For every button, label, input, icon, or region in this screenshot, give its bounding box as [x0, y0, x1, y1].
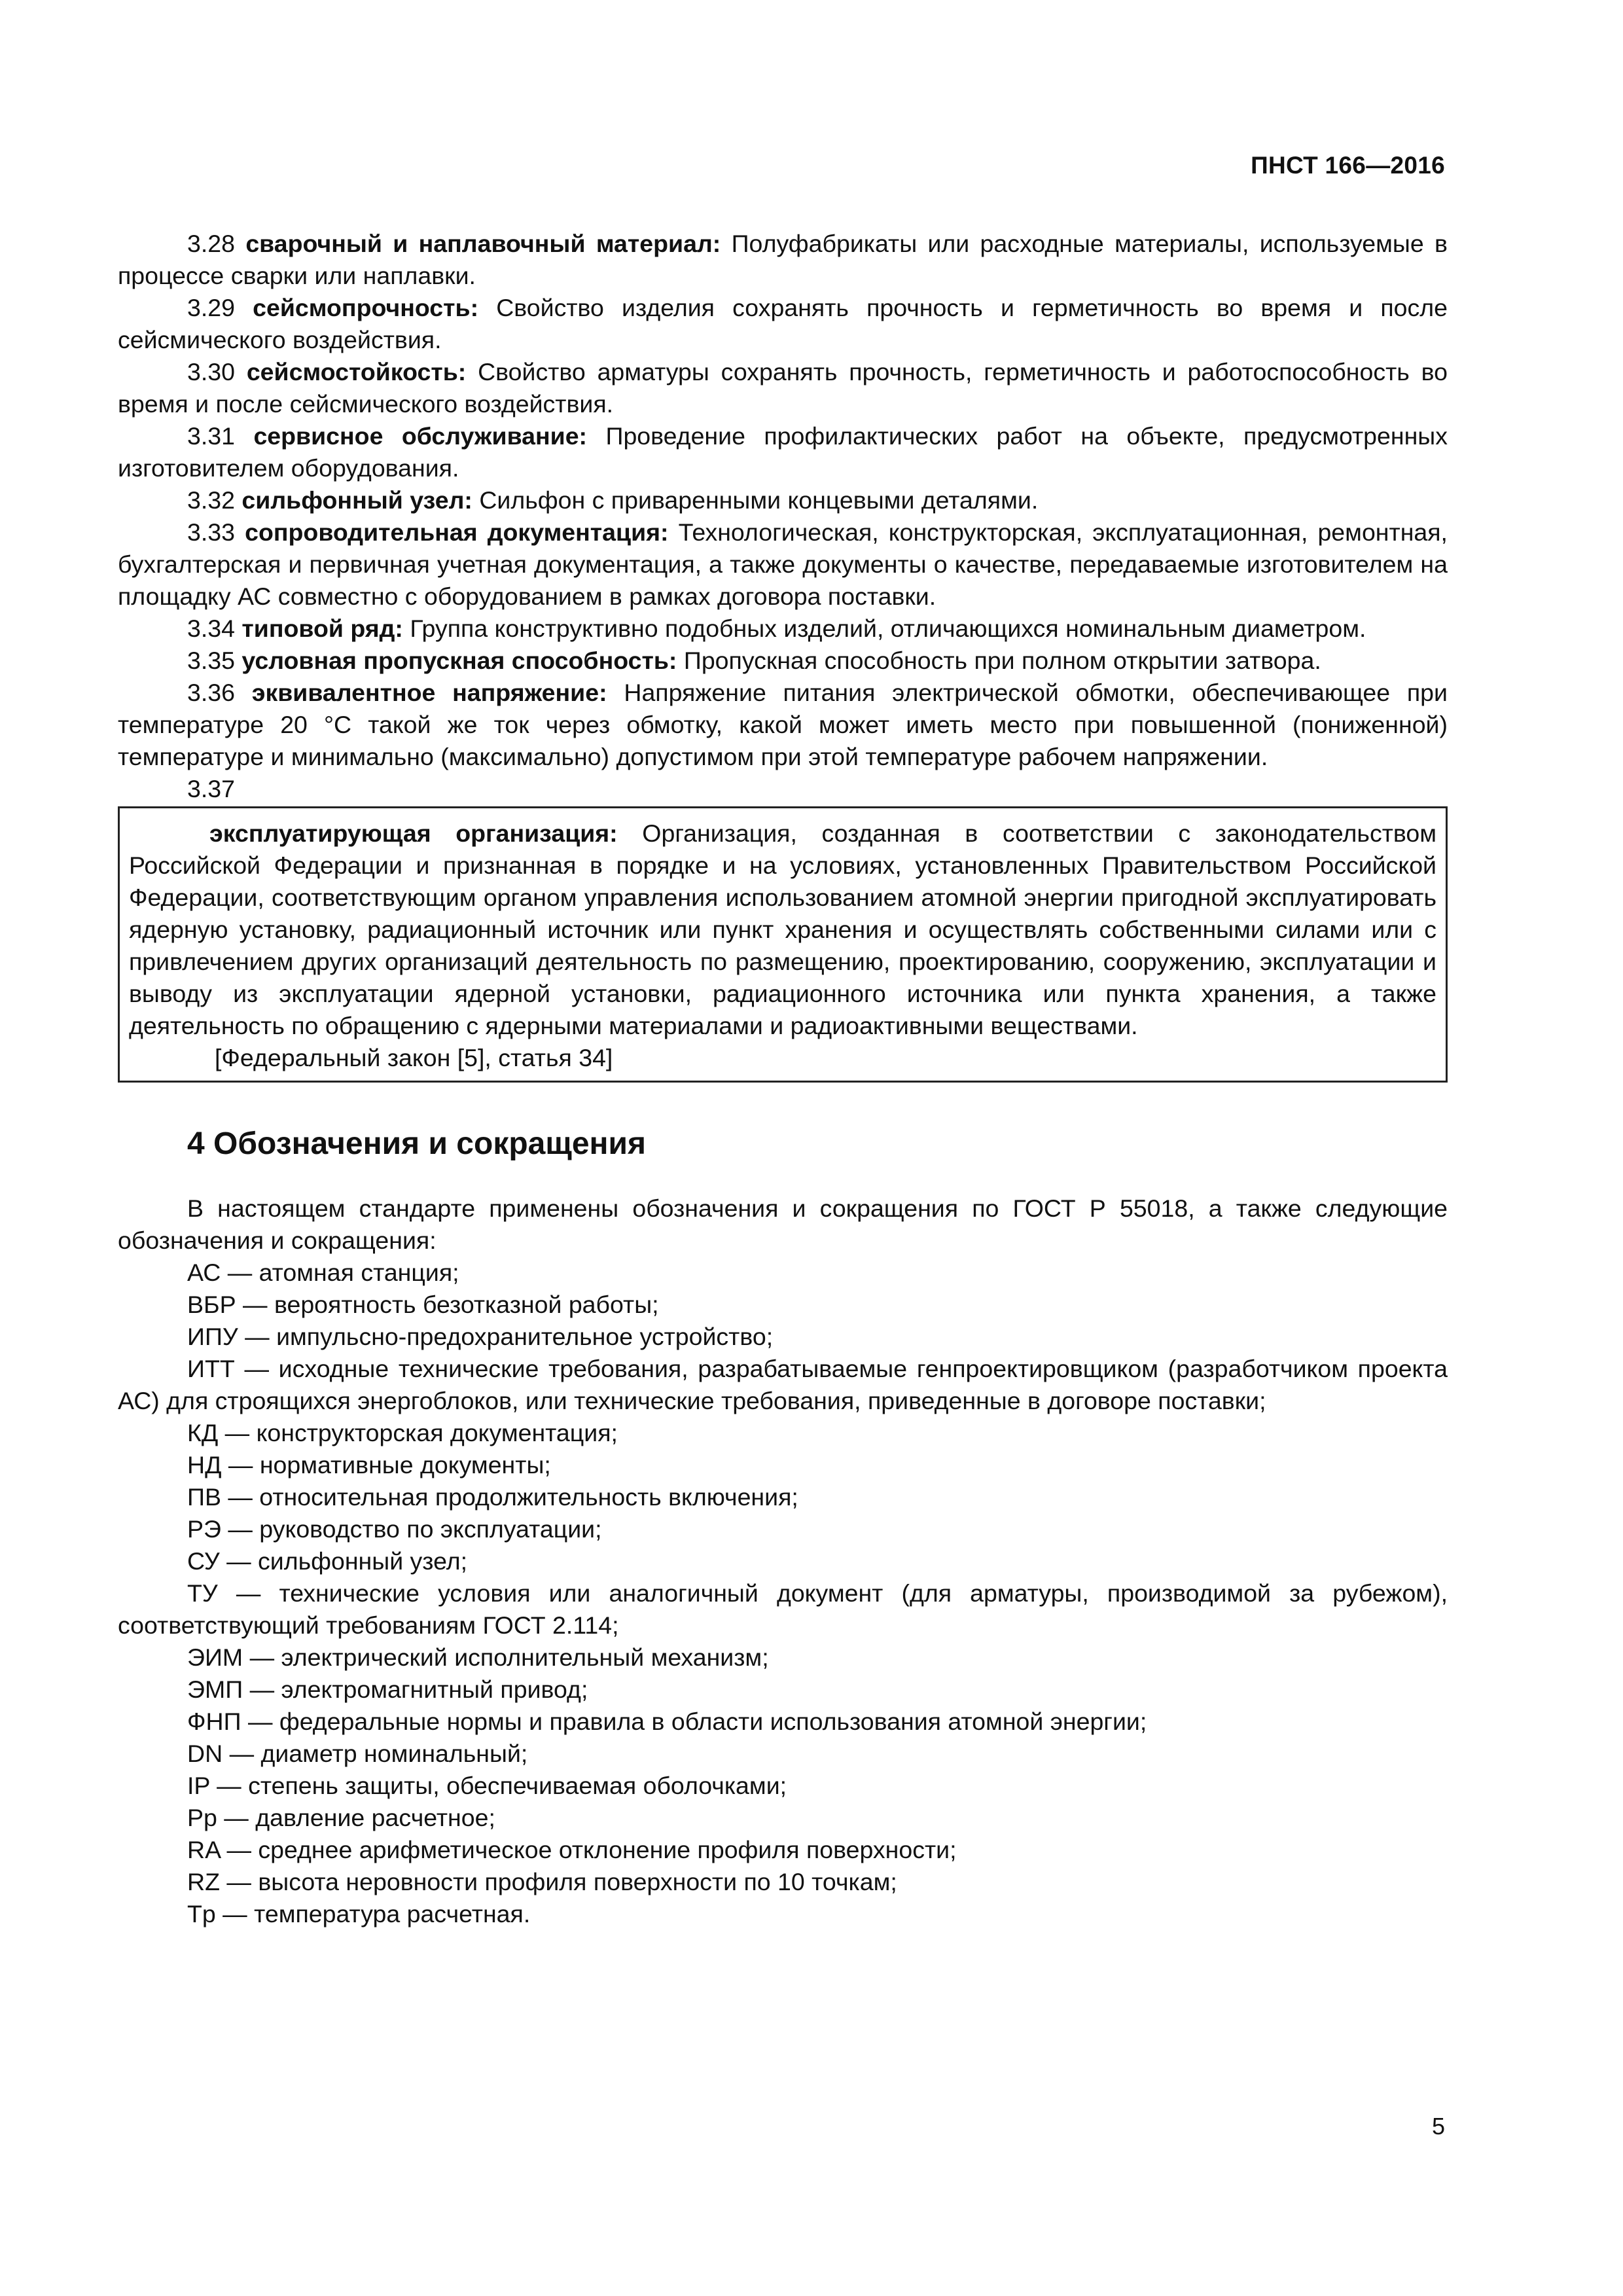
boxed-term-3-37 — [118, 806, 1448, 1083]
abbreviation-item: РЭ — руководство по эксплуатации; — [187, 1515, 602, 1543]
abbreviation-item: ЭИМ — электрический исполнительный механизм; — [187, 1643, 769, 1671]
term-entry-3-28 — [118, 228, 1448, 292]
term-number: 3.36 — [187, 679, 235, 706]
term-number: 3.34 — [187, 615, 235, 642]
term-number: 3.29 — [187, 294, 235, 321]
term-entry-3-30 — [118, 356, 1448, 420]
term-name: сейсмостойкость: — [246, 358, 467, 386]
boxed-term-entry — [129, 817, 1436, 1042]
abbreviation-item: RZ — высота неровности профиля поверхности по 10 точкам; — [187, 1868, 897, 1895]
term-definition: Свойство арматуры сохранять прочность, герметичность и работоспособность во время и после сейсмического воздействия. — [118, 358, 1448, 418]
term-number: 3.32 — [187, 486, 235, 514]
term-definition: Свойство изделия сохранять прочность и герметичность во время и после сейсмического воздействия. — [118, 294, 1448, 353]
abbreviation-item: ТУ — технические условия или аналогичный документ (для арматуры, производимой за рубежом), соответствующий требованиям ГОСТ 2.114; — [118, 1579, 1448, 1639]
abbreviation-item: RA — среднее арифметическое отклонение профиля поверхности; — [187, 1836, 957, 1863]
term-entry-3-35 — [118, 645, 1448, 677]
abbreviation-item: Tp — температура расчетная. — [187, 1900, 531, 1928]
abbreviation-item: ИТТ — исходные технические требования, разрабатываемые генпроектировщиком (разработчиком проекта АС) для строящихся энергоблоков, или технические требования, приведенные в договоре поставки; — [118, 1355, 1448, 1414]
document-code: ПНСТ 166—2016 — [1251, 152, 1445, 179]
abbreviation-item: ПВ — относительная продолжительность включения; — [187, 1483, 798, 1511]
abbreviation-item: DN — диаметр номинальный; — [187, 1740, 528, 1767]
abbreviation-item: КД — конструкторская документация; — [187, 1419, 618, 1446]
abbreviation-item: НД — нормативные документы; — [187, 1451, 551, 1479]
term-entry-3-36 — [118, 677, 1448, 773]
term-number-3-37: 3.37 — [187, 775, 235, 802]
term-definition: Организация, созданная в соответствии с законодательством Российской Федерации и признанная в порядке и на условиях, установленных Правительством Российской Федерации, соответствующим органом управления использованием атомной энергии пригодной эксплуатировать ядерную установку, радиационный источник или пункт хранения и осуществлять собственными силами или с привлечением других организаций деятельность по размещению, проектированию, сооружению, эксплуатации и выводу из эксплуатации ядерной установки, радиационного источника или пункта хранения, а также деятельность по обращению с ядерными материалами и радиоактивными веществами. — [129, 819, 1437, 1039]
page-content — [118, 228, 1448, 1930]
term-definition: Сильфон с приваренными концевыми деталями. — [479, 486, 1039, 514]
abbreviation-item: ИПУ — импульсно-предохранительное устройство; — [187, 1323, 774, 1350]
terms-list — [118, 228, 1448, 805]
term-definition: Напряжение питания электрической обмотки, обеспечивающее при температуре 20 °С такой же ток через обмотку, какой может иметь место при повышенной (пониженной) температуре и минимально (максимально) допустимом при этой температуре рабочем напряжении. — [118, 679, 1448, 770]
term-entry-3-32 — [118, 484, 1448, 516]
term-name: сильфонный узел: — [241, 486, 473, 514]
term-name: сейсмопрочность: — [253, 294, 479, 321]
abbreviations-list — [118, 1257, 1448, 1930]
term-name: условная пропускная способность: — [241, 647, 677, 674]
term-name: сопроводительная документация: — [245, 518, 669, 546]
abbreviation-item: ВБР — вероятность безотказной работы; — [187, 1291, 659, 1318]
term-name: сварочный и наплавочный материал: — [245, 230, 721, 257]
term-entry-3-29 — [118, 292, 1448, 356]
term-number: 3.35 — [187, 647, 235, 674]
abbreviation-item: Pp — давление расчетное; — [187, 1804, 495, 1831]
abbreviation-item: ЭМП — электромагнитный привод; — [187, 1676, 588, 1703]
term-entry-3-34 — [118, 613, 1448, 645]
term-definition: Проведение профилактических работ на объекте, предусмотренных изготовителем оборудования. — [118, 422, 1448, 482]
term-definition: Пропускная способность при полном открытии затвора. — [683, 647, 1321, 674]
term-number: 3.30 — [187, 358, 235, 386]
abbreviation-item: СУ — сильфонный узел; — [187, 1547, 467, 1575]
page-number: 5 — [1431, 2113, 1445, 2140]
term-source-reference: [Федеральный закон [5], статья 34] — [215, 1044, 613, 1071]
term-name: типовой ряд: — [241, 615, 403, 642]
abbreviation-item: IP — степень защиты, обеспечиваемая оболочками; — [187, 1772, 787, 1799]
term-definition: Технологическая, конструкторская, эксплуатационная, ремонтная, бухгалтерская и первичная учетная документация, а также документы о качестве, передаваемые изготовителем на площадку АС совместно с оборудованием в рамках договора поставки. — [118, 518, 1448, 610]
term-definition: Полуфабрикаты или расходные материалы, используемые в процессе сварки или наплавки. — [118, 230, 1448, 289]
term-name: сервисное обслуживание: — [253, 422, 588, 450]
section-heading: 4 Обозначения и сокращения — [187, 1126, 647, 1161]
term-number: 3.33 — [187, 518, 235, 546]
term-name: эквивалентное напряжение: — [251, 679, 607, 706]
section-intro: В настоящем стандарте применены обозначения и сокращения по ГОСТ Р 55018, а также следующие обозначения и сокращения: — [118, 1194, 1448, 1254]
abbreviation-item: АС — атомная станция; — [187, 1259, 459, 1286]
term-definition: Группа конструктивно подобных изделий, отличающихся номинальным диаметром. — [410, 615, 1366, 642]
term-name: эксплуатирующая организация: — [209, 819, 618, 847]
term-number: 3.28 — [187, 230, 235, 257]
abbreviation-item: ФНП — федеральные нормы и правила в области использования атомной энергии; — [187, 1708, 1147, 1735]
term-entry-3-33 — [118, 516, 1448, 613]
term-number: 3.31 — [187, 422, 235, 450]
term-entry-3-31 — [118, 420, 1448, 484]
